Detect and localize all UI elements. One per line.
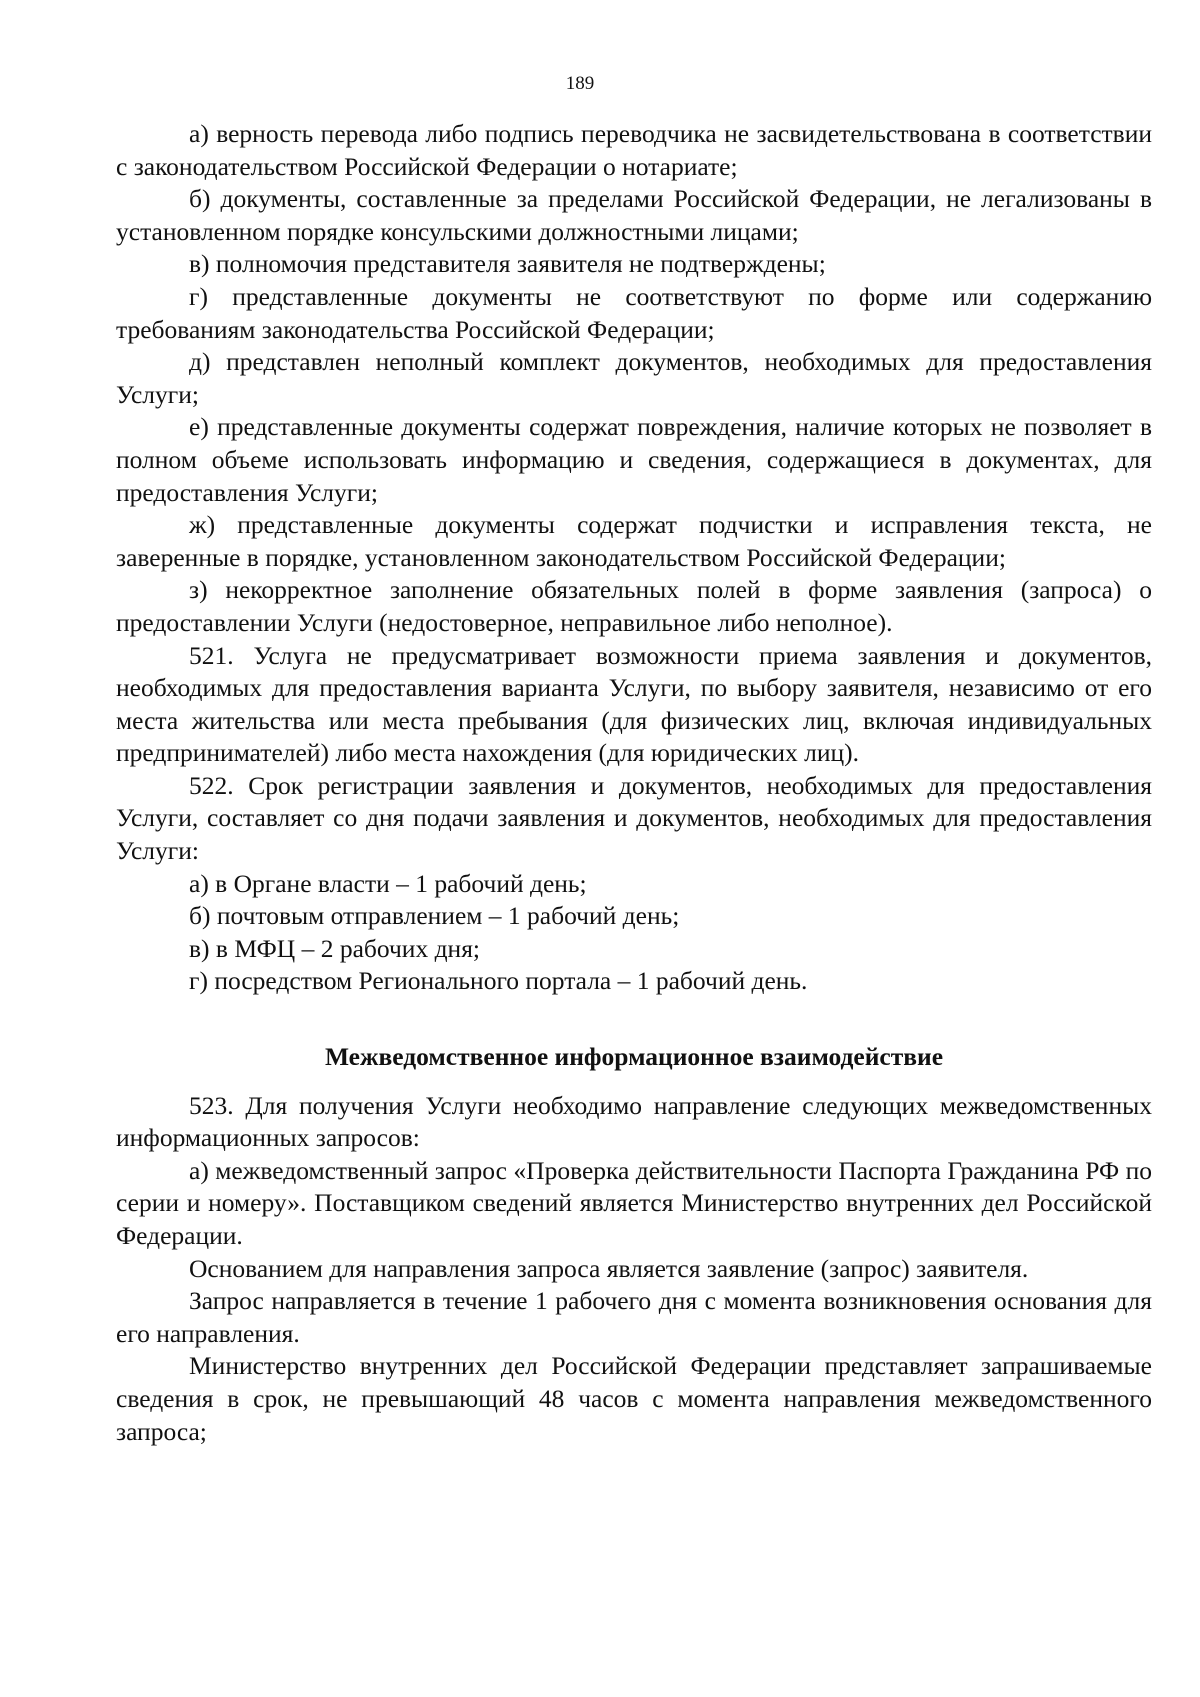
- paragraph-item-a-notary: а) верность перевода либо подпись переводчика не засвидетельствована в соответствии с законодательством Российской Федерации о нотариате;: [116, 119, 1152, 181]
- paragraph-522: 522. Срок регистрации заявления и документов, необходимых для предоставления Услуги, составляет со дня подачи заявления и документов, необходимых для предоставления Услуги:: [116, 770, 1152, 866]
- section-heading: Межведомственное информационное взаимодействие: [324, 1042, 944, 1072]
- paragraph-item-zh-corrections: ж) представленные документы содержат подчистки и исправления текста, не заверенные в порядке, установленном законодательством Российской Федерации;: [116, 510, 1152, 572]
- paragraph-item-d-incomplete: д) представлен неполный комплект документов, необходимых для предоставления Услуги;: [116, 347, 1152, 409]
- paragraph-item-g-requirements: г) представленные документы не соответствуют по форме или содержанию требованиям законодательства Российской Федерации;: [116, 281, 1152, 344]
- paragraph-item-z-form-fields: з) некорректное заполнение обязательных полей в форме заявления (запроса) о предоставлении Услуги (недостоверное, неправильное либо неполное).: [116, 575, 1152, 637]
- paragraph-522-item-a: а) в Органе власти – 1 рабочий день;: [189, 868, 587, 898]
- paragraph-item-e-damage: е) представленные документы содержат повреждения, наличие которых не позволяет в полном объеме использовать информацию и сведения, содержащиеся в документах, для предоставления Услуги;: [116, 412, 1152, 507]
- paragraph-item-v-authority: в) полномочия представителя заявителя не подтверждены;: [189, 249, 826, 279]
- page-number: 189: [565, 73, 595, 94]
- paragraph-mvd-response: Министерство внутренних дел Российской Федерации представляет запрашиваемые сведения в срок, не превышающий 48 часов с момента направления межведомственного запроса;: [116, 1351, 1152, 1446]
- document-body: [116, 118, 1152, 1448]
- paragraph-request-basis: Основанием для направления запроса является заявление (запрос) заявителя.: [189, 1253, 1029, 1283]
- paragraph-523-item-a: а) межведомственный запрос «Проверка действительности Паспорта Гражданина РФ по серии и номеру». Поставщиком сведений является Министерство внутренних дел Российской Федерации.: [116, 1155, 1152, 1250]
- paragraph-523: 523. Для получения Услуги необходимо направление следующих межведомственных информационных запросов:: [116, 1090, 1152, 1153]
- paragraph-522-item-b: б) почтовым отправлением – 1 рабочий день;: [189, 901, 680, 931]
- paragraph-521: 521. Услуга не предусматривает возможности приема заявления и документов, необходимых для предоставления варианта Услуги, по выбору заявителя, независимо от его места жительства или места пребывания (для физических лиц, включая индивидуальных предпринимателей) либо места нахождения (для юридических лиц).: [116, 640, 1152, 768]
- paragraph-item-b-legalization: б) документы, составленные за пределами Российской Федерации, не легализованы в установленном порядке консульскими должностными лицами;: [116, 184, 1152, 246]
- paragraph-522-item-v: в) в МФЦ – 2 рабочих дня;: [189, 933, 481, 963]
- paragraph-request-timing: Запрос направляется в течение 1 рабочего дня с момента возникновения основания для его направления.: [116, 1286, 1152, 1348]
- paragraph-522-item-g: г) посредством Регионального портала – 1 рабочий день.: [189, 966, 808, 996]
